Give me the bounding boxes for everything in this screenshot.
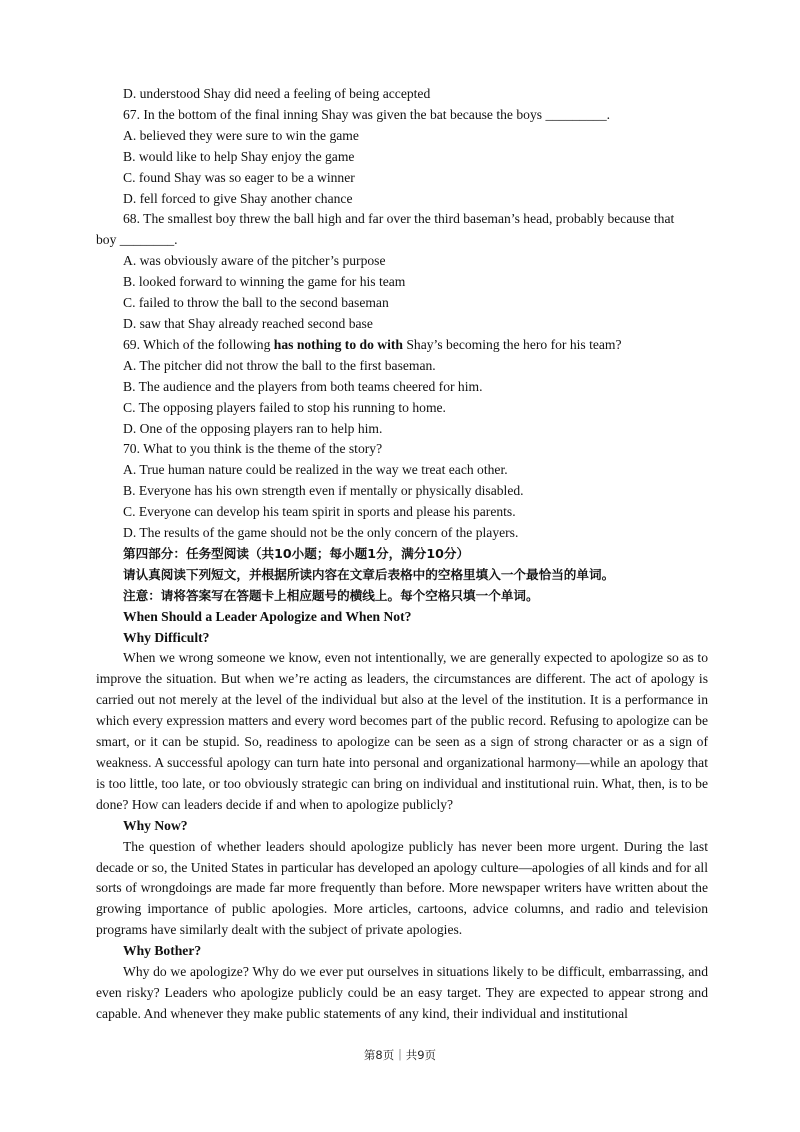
q69-stem-emphasis: has nothing to do with bbox=[273, 336, 403, 352]
q69-option-a: A. The pitcher did not throw the ball to the first baseman. bbox=[123, 357, 436, 373]
q67-option-b: B. would like to help Shay enjoy the game bbox=[123, 148, 355, 164]
q70-stem: 70. What to you think is the theme of the story? bbox=[123, 441, 383, 457]
q70-option-b: B. Everyone has his own strength even if mentally or physically disabled. bbox=[123, 483, 524, 499]
q68-option-c: C. failed to throw the ball to the second baseman bbox=[123, 295, 389, 311]
exam-page bbox=[96, 84, 708, 1025]
q68-option-a: A. was obviously aware of the pitcher’s purpose bbox=[123, 253, 386, 269]
section4-note: 注意：请将答案写在答题卡上相应题号的横线上。每个空格只填一个单词。 bbox=[123, 587, 539, 603]
q69-stem-before: 69. Which of the following bbox=[123, 336, 274, 352]
article-title: When Should a Leader Apologize and When Not? bbox=[123, 608, 412, 624]
q69-option-b: B. The audience and the players from both teams cheered for him. bbox=[123, 378, 483, 394]
q70-option-a: A. True human nature could be realized in the way we treat each other. bbox=[123, 462, 508, 478]
q68-stem-continued: boy ________. bbox=[96, 232, 178, 248]
section4-title: 第四部分：任务型阅读（共10小题；每小题1分，满分10分） bbox=[123, 545, 470, 561]
section-heading-why-now: Why Now? bbox=[123, 817, 188, 833]
q67-option-c: C. found Shay was so eager to be a winner bbox=[123, 169, 355, 185]
paragraph-why-bother: Why do we apologize? Why do we ever put ourselves in situations likely to be difficult, embarrassing, and even risky? Leaders who apologize publicly could be an easy target. They are expected to appear strong and capable. And whenever they make public statements of any kind, their individual and institutional bbox=[96, 964, 708, 1021]
q69-option-d: D. One of the opposing players ran to help him. bbox=[123, 420, 383, 436]
paragraph-why-now: The question of whether leaders should apologize publicly has never been more urgent. During the last decade or so, the United States in particular has developed an apology culture—apologies of all kinds and for all sorts of wrongdoings are made far more frequently than before. More newspaper writers have written about the growing importance of public apologies. More articles, cartoons, advice columns, and radio and television programs have similarly dealt with the subject of private apologies. bbox=[96, 838, 708, 938]
q67-option-a: A. believed they were sure to win the game bbox=[123, 127, 359, 143]
section-heading-why-bother: Why Bother? bbox=[123, 943, 202, 959]
q70-option-d: D. The results of the game should not be the only concern of the players. bbox=[123, 525, 519, 541]
q69-stem-after: Shay’s becoming the hero for his team? bbox=[402, 336, 622, 352]
section-heading-why-difficult: Why Difficult? bbox=[123, 629, 210, 645]
q68-option-b: B. looked forward to winning the game for his team bbox=[123, 274, 406, 290]
q70-option-c: C. Everyone can develop his team spirit in sports and please his parents. bbox=[123, 504, 516, 520]
q66-option-d: D. understood Shay did need a feeling of being accepted bbox=[123, 86, 431, 101]
q69-option-c: C. The opposing players failed to stop his running to home. bbox=[123, 399, 446, 415]
q69-stem bbox=[96, 335, 708, 356]
q67-option-d: D. fell forced to give Shay another chance bbox=[123, 190, 353, 206]
page-footer: 第8页｜共9页 bbox=[363, 1048, 437, 1062]
q67-stem: 67. In the bottom of the final inning Shay was given the bat because the boys _________. bbox=[123, 106, 611, 122]
paragraph-why-difficult: When we wrong someone we know, even not intentionally, we are generally expected to apologize so as to improve the situation. But when we’re acting as leaders, the circumstances are different. The act of apology is carried out not merely at the level of the individual but also at the level of the institution. It is a performance in which every expression matters and every word becomes part of the public record. Refusing to apologize can be smart, or it can be stupid. So, readiness to apologize can be seen as a sign of strong character or as a sign of weakness. A successful apology can turn hate into personal and organizational harmony—while an apology that is too little, too late, or too obviously strategic can bring on individual and institutional ruin. What, then, is to be done? How can leaders decide if and when to apologize publicly? bbox=[96, 650, 708, 812]
q68-stem: 68. The smallest boy threw the ball high and far over the third baseman’s head, probably because that bbox=[123, 211, 675, 227]
section4-instruction: 请认真阅读下列短文，并根据所读内容在文章后表格中的空格里填入一个最恰当的单词。 bbox=[123, 566, 615, 582]
q68-option-d: D. saw that Shay already reached second base bbox=[123, 315, 373, 331]
